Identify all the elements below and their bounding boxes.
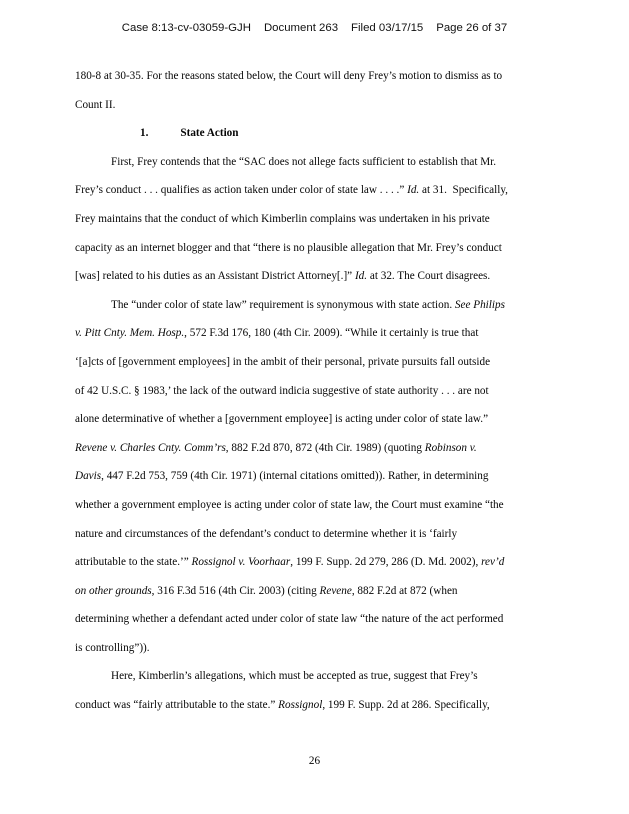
text-run: Revene v. Charles Cnty. Comm’rs (75, 441, 226, 454)
text-run: Count II. (75, 98, 116, 111)
text-run: , 572 F.3d 176, 180 (4th Cir. 2009). “While it certainly is true that (184, 327, 479, 340)
text-line (75, 548, 557, 577)
text-run: is controlling”)). (75, 641, 150, 654)
text-line (75, 462, 557, 491)
text-line (75, 634, 557, 663)
text-line (75, 234, 557, 263)
text-line (75, 577, 557, 606)
section-heading (75, 119, 557, 148)
text-line (75, 491, 557, 520)
text-run: The “under color of state law” requirement is synonymous with state action. (111, 298, 455, 311)
text-run: 180-8 at 30-35. For the reasons stated below, the Court will deny Frey’s motion to dismiss as to (75, 70, 503, 82)
text-run: Id. (407, 184, 420, 197)
text-line (75, 605, 557, 634)
text-run: nature and circumstances of the defendant’s conduct to determine whether it is ‘fairly (75, 527, 458, 540)
text-line (75, 176, 557, 205)
text-run: of 42 U.S.C. § 1983,’ the lack of the outward indicia suggestive of state authority . . . are not (75, 384, 489, 397)
text-run: on other grounds (75, 584, 152, 597)
text-line (75, 262, 557, 291)
text-run: See Philips (454, 298, 505, 311)
text-run: Here, Kimberlin’s allegations, which must be accepted as true, suggest that Frey’s (111, 670, 478, 683)
text-run: whether a government employee is acting under color of state law, the Court must examine “the (75, 498, 504, 511)
document-number: Document 263 (263, 22, 339, 34)
text-line (75, 405, 557, 434)
text-line (75, 434, 557, 463)
text-run: Id. (354, 270, 368, 283)
text-run: State Action (180, 127, 239, 140)
document-body (75, 62, 557, 720)
text-run: Frey maintains that the conduct of which Kimberlin complains was undertaken in his private (75, 212, 490, 225)
text-run: , 199 F. Supp. 2d at 286. Specifically, (322, 699, 490, 712)
text-run: determining whether a defendant acted under color of state law “the nature of the act performed (75, 613, 504, 626)
text-run: attributable to the state.’” (75, 556, 192, 569)
text-line (75, 62, 557, 91)
text-run: Robinson v. (424, 441, 477, 454)
text-run: ‘[a]cts of [government employees] in the ambit of their personal, private pursuits fall outside (75, 355, 491, 368)
text-run: rev’d (481, 556, 505, 569)
text-run: , 447 F.2d 753, 759 (4th Cir. 1971) (internal citations omitted)). Rather, in determining (101, 470, 489, 483)
page-indicator: Page 26 of 37 (436, 22, 508, 34)
page-number-footer (0, 755, 629, 767)
text-line (75, 377, 557, 406)
text-run: , 882 F.2d at 872 (when (351, 584, 458, 597)
text-run: , 882 F.2d 870, 872 (4th Cir. 1989) (quoting (225, 441, 425, 454)
text-run: at 31. Specifically, (419, 184, 508, 197)
text-run: Davis (75, 470, 102, 483)
case-stamp-header (0, 22, 629, 34)
filed-date: Filed 03/17/15 (351, 22, 424, 34)
page-number: 26 (308, 755, 321, 767)
text-run: v. Pitt Cnty. Mem. Hosp. (75, 327, 185, 340)
text-run: capacity as an internet blogger and that “there is no plausible allegation that Mr. Frey’s conduct (75, 241, 502, 254)
text-run: Rossignol v. Voorhaar (191, 556, 291, 569)
case-number: Case 8:13-cv-03059-GJH (121, 22, 251, 34)
text-line (75, 91, 557, 120)
text-line (75, 348, 557, 377)
text-line (75, 691, 557, 720)
text-run: Frey’s conduct . . . qualifies as action taken under color of state law . . . .” (75, 184, 408, 197)
text-line (75, 662, 557, 691)
text-run: , 199 F. Supp. 2d 279, 286 (D. Md. 2002), (290, 556, 482, 569)
text-line (75, 148, 557, 177)
text-line (75, 205, 557, 234)
text-run: Revene (319, 584, 352, 597)
text-run: alone determinative of whether a [government employee] is acting under color of state law.” (75, 413, 489, 426)
text-run: Rossignol (278, 699, 323, 712)
text-run: 1. (140, 127, 149, 140)
text-run: at 32. The Court disagrees. (367, 270, 491, 283)
text-run: conduct was “fairly attributable to the state.” (75, 699, 279, 712)
text-line (75, 520, 557, 549)
text-run: , 316 F.3d 516 (4th Cir. 2003) (citing (151, 584, 320, 597)
text-line (75, 291, 557, 320)
text-line (75, 319, 557, 348)
text-run: First, Frey contends that the “SAC does not allege facts sufficient to establish that Mr. (111, 155, 497, 168)
text-run: [was] related to his duties as an Assistant District Attorney[.]” (75, 270, 355, 283)
